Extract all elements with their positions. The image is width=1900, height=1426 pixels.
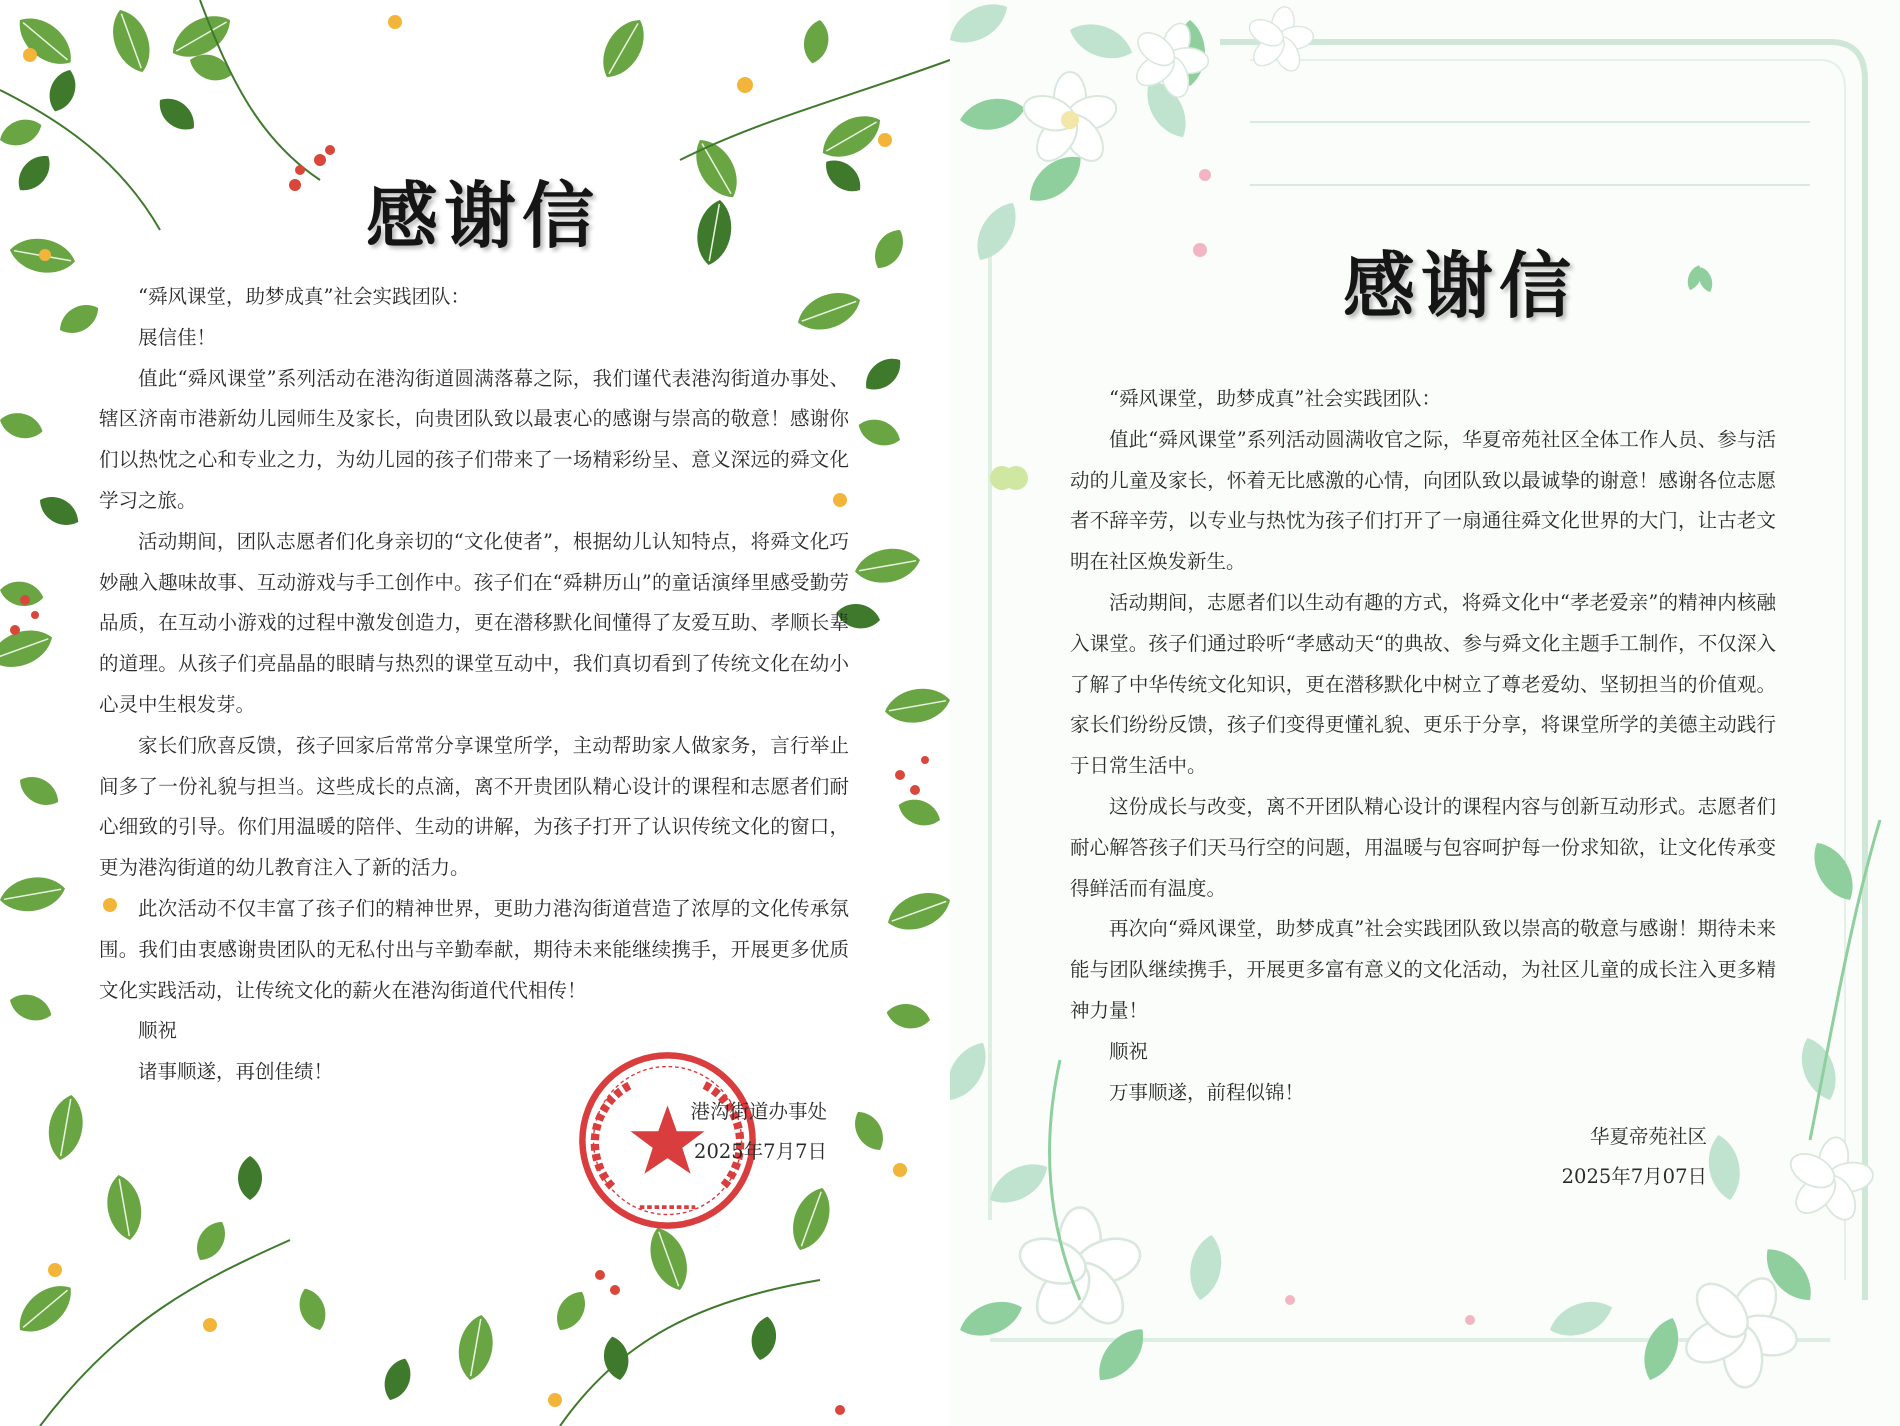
signature-organization: 华夏帝苑社区 — [1589, 1125, 1707, 1148]
letter-paragraph: 这份成长与改变，离不开团队精心设计的课程内容与创新互动形式。志愿者们耐心解答孩子们天马行空的问题，用温暖与包容呵护每一份求知欲，让文化传承变得鲜活而有温度。 — [1070, 794, 1776, 900]
letter-paragraph: 活动期间，团队志愿者们化身亲切的“文化使者”，根据幼儿认知特点，将舜文化巧妙融入趣味故事、互动游戏与手工创作中。孩子们在“舜耕历山”的童话演绎里感受勤劳品质，在互动小游戏的过程中激发创造力，更在潜移默化间懂得了友爱互助、孝顺长辈的道理。从孩子们亮晶晶的眼睛与热烈的课堂互动中，我们真切看到了传统文化在幼小心灵中生根发芽。 — [99, 529, 849, 716]
signature-date: 2025年7月07日 — [1561, 1165, 1707, 1188]
signature-organization: 港沟街道办事处 — [690, 1100, 827, 1123]
letter-paragraph: 值此“舜风课堂”系列活动圆满收官之际，华夏帝苑社区全体工作人员、参与活动的儿童及家长，怀着无比感激的心情，向团队致以最诚挚的谢意！感谢各位志愿者不辞辛劳，以专业与热忱为孩子们打开了一扇通往舜文化世界的大门，让古老文明在社区焕发新生。 — [1070, 427, 1776, 574]
letter-body — [99, 277, 849, 1093]
letter-wish: 诸事顺遂，再创佳绩！ — [138, 1060, 334, 1084]
letter-salutation: “舜风课堂，助梦成真”社会实践团队： — [1109, 387, 1441, 410]
letter-wish: 万事顺遂，前程似锦！ — [1109, 1080, 1305, 1104]
letter-greeting: 展信佳！ — [138, 325, 217, 349]
thank-you-letter-right — [950, 0, 1900, 1426]
letter-signature — [690, 1092, 827, 1172]
letter-title: 感谢信 — [366, 173, 601, 258]
letter-paragraph: 此次活动不仅丰富了孩子们的精神世界，更助力港沟街道营造了浓厚的文化传承氛围。我们由衷感谢贵团队的无私付出与辛勤奉献，期待未来能继续携手，开展更多优质文化实践活动，让传统文化的薪火在港沟街道代代相传！ — [99, 896, 849, 1002]
letter-paragraph: 家长们欣喜反馈，孩子回家后常常分享课堂所学，主动帮助家人做家务，言行举止间多了一份礼貌与担当。这些成长的点滴，离不开贵团队精心设计的课程和志愿者们耐心细致的引导。你们用温暖的陪伴、生动的讲解，为孩子打开了认识传统文化的窗口，更为港沟街道的幼儿教育注入了新的活力。 — [99, 733, 849, 880]
letter-closing: 顺祝 — [138, 1019, 178, 1043]
letter-signature — [1562, 1117, 1707, 1197]
letter-title: 感谢信 — [1343, 243, 1578, 328]
letter-paragraph: 再次向“舜风课堂，助梦成真”社会实践团队致以崇高的敬意与感谢！期待未来能与团队继续携手，开展更多富有意义的文化活动，为社区儿童的成长注入更多精神力量！ — [1070, 917, 1776, 1022]
letter-paragraph: 活动期间，志愿者们以生动有趣的方式，将舜文化中“孝老爱亲”的精神内核融入课堂。孩子们通过聆听“孝感动天“的典故、参与舜文化主题手工制作，不仅深入了解了中华传统文化知识，更在潜移默化中树立了尊老爱幼、坚韧担当的价值观。家长们纷纷反馈，孩子们变得更懂礼貌、更乐于分享，将课堂所学的美德主动践行于日常生活中。 — [1070, 590, 1776, 778]
letter-salutation: “舜风课堂，助梦成真”社会实践团队： — [138, 285, 470, 308]
letter-body — [1070, 379, 1776, 1113]
letter-paragraph: 值此“舜风课堂”系列活动在港沟街道圆满落幕之际，我们谨代表港沟街道办事处、辖区济南市港新幼儿园师生及家长，向贵团队致以最衷心的感谢与崇高的敬意！感谢你们以热忱之心和专业之力，为幼儿园的孩子们带来了一场精彩纷呈、意义深远的舜文化学习之旅。 — [99, 366, 849, 512]
signature-date: 2025年7月7日 — [694, 1140, 827, 1163]
letter-closing: 顺祝 — [1109, 1039, 1149, 1063]
